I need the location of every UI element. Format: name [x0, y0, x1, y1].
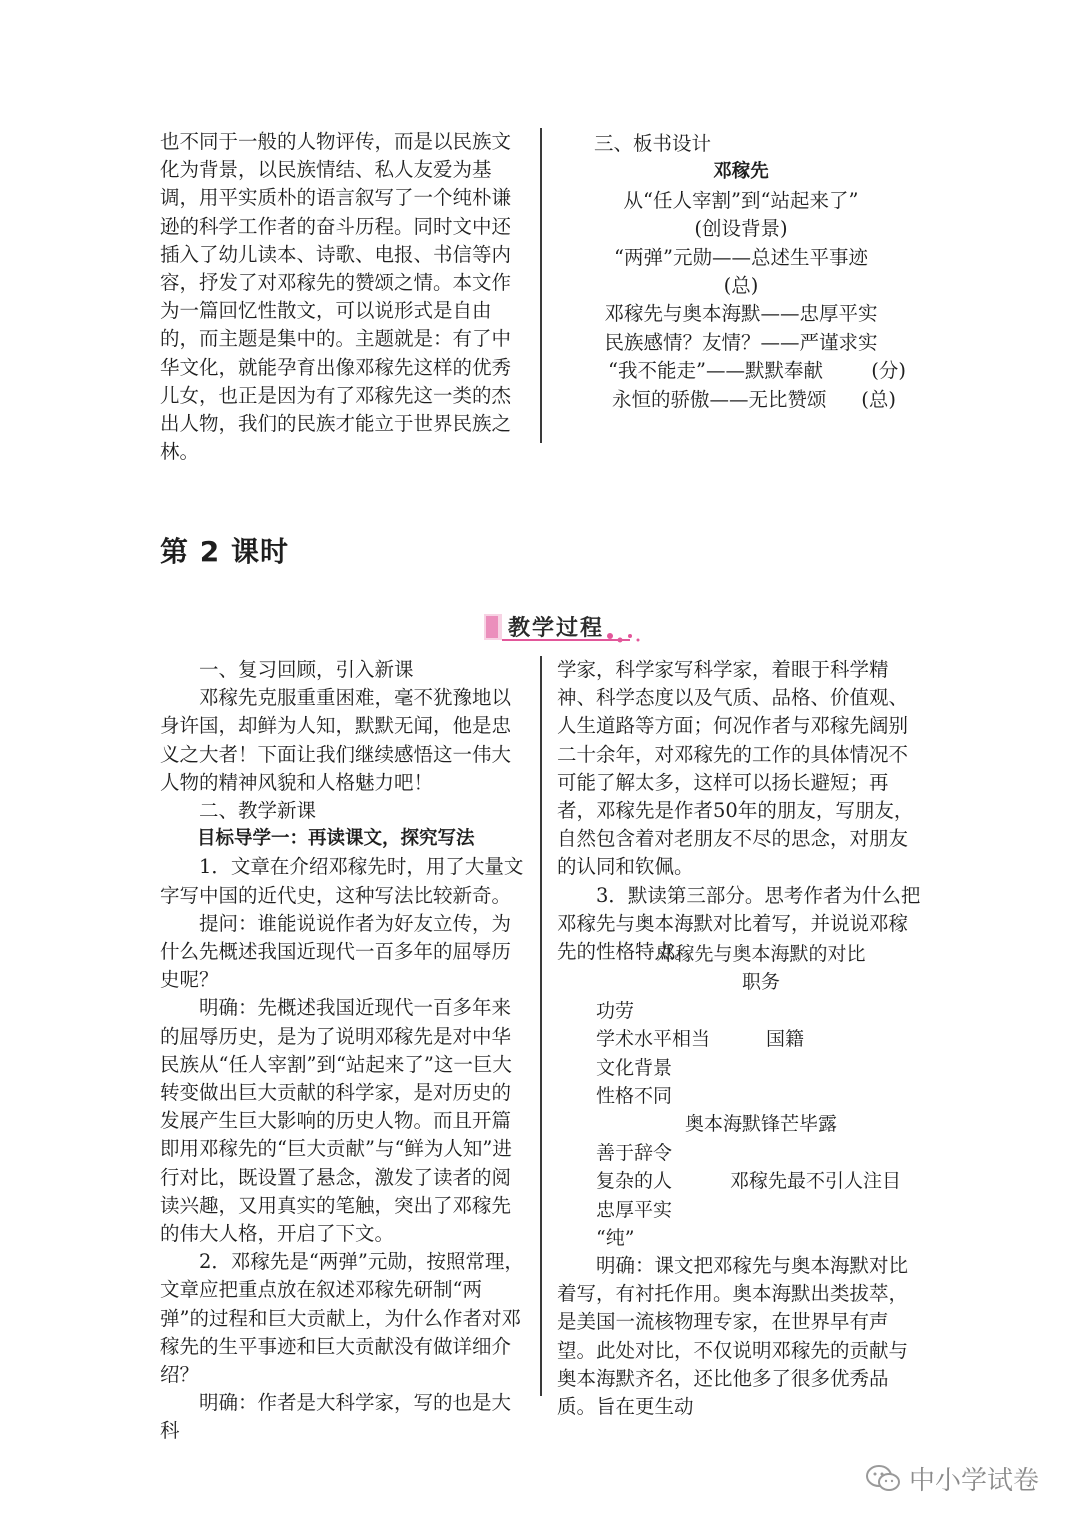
- board-line-4: (总): [723, 274, 759, 298]
- section-badge-label: 教学过程: [508, 616, 605, 641]
- board-line-8-row: [596, 386, 896, 414]
- board-design: [594, 130, 906, 414]
- question-2: 2．邓稼先是“两弹”元勋，按照常理，文章应把重点放在叙述邓稼先研制“两弹”的过程和巨大贡献上，为什么作者对邓稼先的生平事迹和巨大贡献没有做详细介绍？: [160, 1250, 524, 1387]
- watermark-text: 中小学试卷: [909, 1466, 1040, 1496]
- table-deng: 邓稼先最不引人注目: [730, 1170, 902, 1193]
- table-row-fuza: [596, 1167, 926, 1195]
- board-heading: 三、板书设计: [594, 132, 712, 155]
- right-paragraph-1: 学家，科学家写科学家，着眼于科学精神、科学态度以及气质、品格、价值观、人生道路等方面；何况作者与邓稼先阔别二十余年，对邓稼先的工作的具体情况不可能了解太多，这样可以扬长避短；再者，邓稼先是作者50年的朋友，写朋友，自然包含着对老朋友不尽的思念，对朋友的认同和钦佩。: [557, 658, 914, 879]
- watermark: [865, 1460, 1039, 1497]
- table-wenhua: 文化背景: [596, 1056, 673, 1079]
- table-fuza: 复杂的人: [596, 1170, 673, 1193]
- new-lesson-heading: 二、教学新课: [199, 799, 317, 823]
- table-xingge: 性格不同: [596, 1085, 673, 1108]
- bottom-left-column: [160, 656, 526, 1446]
- board-line-6: 民族感情？友情？——严谨求实: [604, 330, 878, 354]
- review-paragraph: 邓稼先克服重重困难，毫不犹豫地以身许国，却鲜为人知，默默无闻，他是忠义之大者！下面让我们继续感悟这一伟大人物的精神风貌和人格魅力吧！: [160, 686, 512, 794]
- wechat-icon: [865, 1464, 901, 1494]
- table-gonglao: 功劳: [596, 999, 635, 1022]
- board-line-3: “两弹”元勋——总述生平事迹: [614, 245, 868, 269]
- table-zhonghou: 忠厚平实: [596, 1198, 673, 1221]
- board-line-8: 永恒的骄傲——无比赞颂: [612, 387, 827, 411]
- board-line-7: “我不能走”——默默奉献: [608, 359, 823, 383]
- bottom-right-answer: [557, 1252, 923, 1421]
- comparison-table: [596, 940, 926, 1252]
- table-xueshu: 学术水平相当: [596, 1028, 711, 1051]
- bottom-column-divider: [540, 656, 542, 1396]
- board-line-7-tag: (分): [871, 359, 906, 383]
- board-title: 邓稼先: [713, 161, 769, 183]
- board-line-5: 邓稼先与奥本海默——忠厚平实: [604, 302, 878, 326]
- table-title: 邓稼先与奥本海默的对比: [656, 943, 866, 965]
- table-aoben: 奥本海默锋芒毕露: [684, 1113, 837, 1136]
- table-guoji: 国籍: [766, 1028, 805, 1051]
- table-shanyu: 善于辞令: [596, 1141, 673, 1164]
- table-chun: “纯”: [596, 1227, 635, 1250]
- table-zhiwu: 职务: [741, 971, 780, 994]
- question-1: 1．文章在介绍邓稼先时，用了大量文字写中国的近代史，这种写法比较新奇。: [160, 855, 524, 907]
- top-left-paragraph: 也不同于一般的人物评传，而是以民族文化为背景，以民族情结、私人友爱为基调，用平实质朴的语言叙写了一个纯朴谦逊的科学工作者的奋斗历程。同时文中还插入了幼儿读本、诗歌、电报、书信等内容，抒发了对邓稼先的赞颂之情。本文作为一篇回忆性散文，可以说形式是自由的，而主题是集中的。主题就是：有了中华文化，就能孕育出像邓稼先这样的优秀儿女，也正是因为有了邓稼先这一类的杰出人物，我们的民族才能立于世界民族之林。: [160, 130, 512, 464]
- bottom-right-column: [557, 656, 923, 966]
- question-3: 3．默读第三部分。思考作者为什么把邓稼先与奥本海默对比着写，并说说邓稼先的性格特点。: [557, 883, 921, 964]
- answer-2: 明确：作者是大科学家，写的也是大科: [160, 1391, 512, 1443]
- table-row-xueshu: [596, 1025, 926, 1053]
- answer-3: 明确：课文把邓稼先与奥本海默对比着写，有衬托作用。奥本海默出类拔萃，是美国一流核物理专家，在世界早有声望。此处对比，不仅说明邓稼先的贡献与奥本海默齐名，还比他多了很多优秀品质。旨在更生动: [557, 1254, 909, 1419]
- lesson-title: 第 2 课时: [160, 535, 289, 568]
- top-left-column: [160, 128, 525, 466]
- answer-1: 明确：先概述我国近现代一百多年来的屈辱历史，是为了说明邓稼先是对中华民族从“任人宰割”到“站起来了”这一巨大转变做出巨大贡献的科学家，是对历史的发展产生巨大影响的历史人物。而且开篇即用邓稼先的“巨大贡献”与“鲜为人知”进行对比，既设置了悬念，激发了读者的阅读兴趣，又用真实的笔触，突出了邓稼先的伟大人格，开启了下文。: [160, 996, 512, 1246]
- goal-heading: 目标导学一：再读课文，探究写法: [197, 828, 475, 850]
- board-line-1: 从“任人宰割”到“站起来了”: [623, 188, 859, 212]
- board-line-8-tag: (总): [861, 387, 896, 411]
- board-line-7-row: [596, 357, 906, 385]
- board-line-2: (创设背景): [694, 217, 788, 241]
- question-1-ask: 提问：谁能说说作者为好友立传，为什么先概述我国近现代一百多年的屈辱历史呢？: [160, 911, 512, 992]
- review-heading: 一、复习回顾，引入新课: [199, 658, 414, 681]
- top-column-divider: [540, 128, 542, 443]
